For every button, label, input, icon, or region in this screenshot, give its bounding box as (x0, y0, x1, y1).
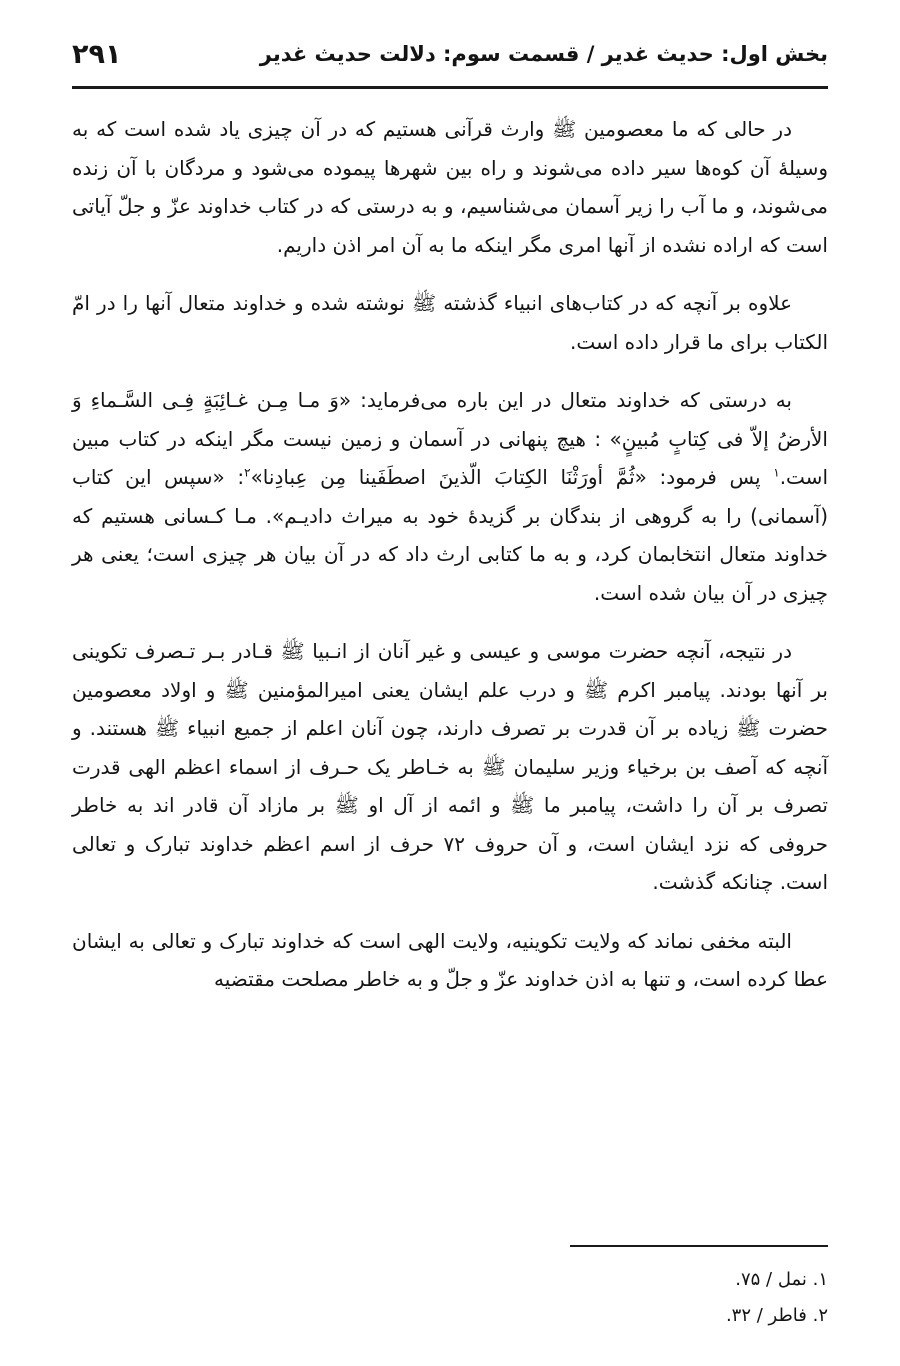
footnote-1: ۱. نمل / ۷۵. (735, 1269, 828, 1290)
paragraph-3 (72, 381, 828, 612)
footnotes (72, 1262, 828, 1334)
footnote-ref-2: ۲ (244, 465, 251, 480)
paragraph-2: علاوه بر آنچه که در کتاب‌های انبیاء گذشته ﷺ نوشته شده و خداوند متعال آنها را در امّ الکتاب برای ما قرار داده است. (72, 291, 828, 354)
header-divider (72, 86, 828, 89)
main-text (72, 110, 828, 999)
footnote-2: ۲. فاطر / ۳۲. (725, 1305, 828, 1326)
paragraph-3-part-a: به درستی که خداوند متعال در این باره می‌فرماید: «وَ مـا مِـن غـائِبَةٍ فِـی السَّـماءِ وَ الأرضُ إلاّ فی کِتابٍ مُبینٍ» : هیچ پنهانی در آسمان و زمین نیست مگر اینکه در کتاب مبین است. (72, 388, 828, 489)
paragraph-4: در نتیجه، آنچه حضرت موسی و عیسی و غیر آنان از انـبیا ﷺ قـادر بـر تـصرف تکوینی بر آنها بودند. پیامبر اکرم ﷺ و درب علم ایشان یعنی امیرالمؤمنین ﷺ و اولاد معصومین حضرت ﷺ زیاده بر آن قدرت بر تصرف دارند، چون آنان اعلم از جمیع انبیاء ﷺ هستند. و آنچه که آصف بن برخیاء وزیر سلیمان ﷺ به خـاطر یک حـرف از اسماء اعظم الهی قدرت تصرف بر آن را داشت، پیامبر ما ﷺ و ائمه از آل او ﷺ بر مازاد آن قادر اند به خاطر حروفی که نزد ایشان است، و آن حروف ۷۲ حرف از اسم اعظم خداوند تبارک و تعالی است. چنانکه گذشت. (72, 639, 828, 894)
paragraph-3-part-c: : «سپس این کتاب (آسمانی) را به گروهی از بندگان بر گزیدهٔ خود به میراث دادیـم». مـا کـسانی هستیم که خداوند متعال انتخابمان کرد، و به ما کتابی ارث داد که در آن بیان هر چیزی است؛ یعنی هر چیزی در آن بیان شده است. (72, 465, 828, 605)
page-number: ۲۹۱ (72, 38, 122, 70)
footnote-divider (570, 1245, 828, 1247)
paragraph-5: البته مخفی نماند که ولایت تکوینیه، ولایت الهی است که خداوند تبارک و تعالی به ایشان عطا کرده است، و تنها به اذن خداوند عزّ و جلّ و به خاطر مصلحت مقتضیه (72, 928, 828, 991)
footnote-ref-1: ۱ (773, 465, 780, 480)
paragraph-1: در حالی که ما معصومین ﷺ وارث قرآنی هستیم که در آن چیزی یاد شده است که به وسیلهٔ آن کوه‌ها سیر داده می‌شوند و راه بین شهرها پیموده می‌شود و مردگان با آن زنده می‌شوند، و ما آب را زیر آسمان می‌شناسیم، و به درستی که در کتاب خداوند عزّ و جلّ آیاتی است که اراده نشده از آنها امری مگر اینکه ما به آن امر اذن داریم. (72, 117, 828, 257)
running-header-title: بخش اول: حدیث غدیر / قسمت سوم: دلالت حدیث غدیر (259, 42, 828, 66)
paragraph-3-part-b: پس فرمود: «ثُمَّ أورَثْنَا الکِتابَ الّذینَ اصطَفَینا مِن عِبادِنا» (250, 465, 774, 489)
running-header (72, 34, 828, 74)
